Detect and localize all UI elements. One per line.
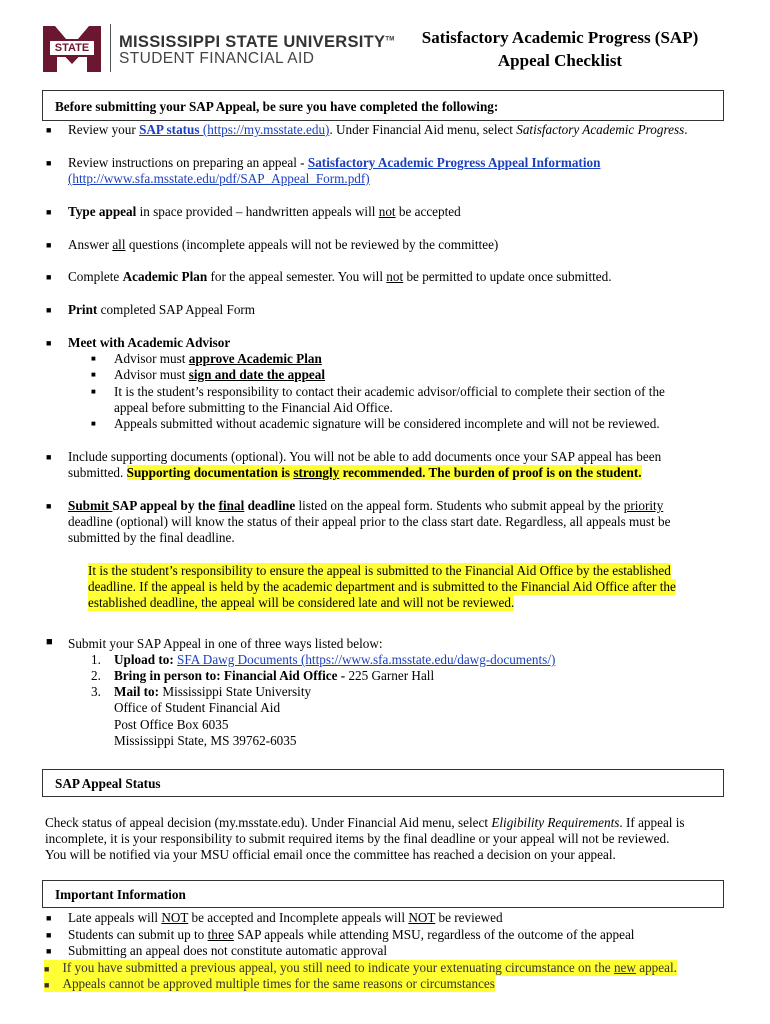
text: be reviewed (435, 910, 503, 925)
text: approve Academic Plan (188, 351, 322, 366)
checklist-item-review-instructions (68, 155, 600, 171)
text: completed SAP Appeal Form (97, 302, 256, 317)
tm-mark: TM (385, 36, 395, 43)
checklist-item-answer-all (68, 237, 498, 253)
submit-way-upload (114, 652, 555, 668)
mail-address-line3: Post Office Box 6035 (114, 717, 229, 732)
text: priority (623, 498, 664, 513)
bullet-icon: ■ (44, 964, 50, 974)
text: three (207, 927, 234, 942)
text: appeal. (635, 960, 677, 975)
text: . (684, 122, 688, 137)
text: Eligibility Requirements (491, 815, 620, 830)
important-multiple-times-highlight (44, 976, 495, 992)
text: Review instructions on preparing an appeal - (68, 155, 308, 170)
submit-deadline-line1 (68, 498, 663, 514)
checklist-item-academic-plan (68, 269, 612, 285)
sub-bullet-icon: ■ (91, 387, 96, 396)
text: Supporting documentation is (126, 465, 294, 480)
supporting-docs-line1: Include supporting documents (optional). You will not be able to add documents once your SAP appeal has been (68, 449, 662, 464)
important-late-appeals (68, 910, 503, 926)
text: all (112, 237, 126, 252)
bullet-icon: ■ (46, 636, 53, 648)
sap-appeal-info-link[interactable]: Satisfactory Academic Progress Appeal Information (307, 155, 601, 170)
bullet-icon: ■ (46, 125, 52, 135)
status-line1 (45, 815, 685, 831)
status-line3: You will be notified via your MSU official email once the committee has reached a decision on your appeal. (45, 847, 616, 862)
text: . If appeal is (619, 815, 685, 830)
bullet-icon: ■ (46, 305, 52, 315)
bullet-icon: ■ (46, 272, 52, 282)
text: Academic Plan (122, 269, 208, 284)
url-link[interactable]: (http://www.sfa.msstate.edu/pdf/SAP_Appeal_Form.pdf) (68, 171, 370, 186)
bullet-icon: ■ (46, 158, 52, 168)
bullet-icon: ■ (46, 207, 52, 217)
bullet-icon: ■ (46, 501, 52, 511)
msu-logo (41, 24, 103, 74)
dawg-documents-link[interactable]: SFA Dawg Documents (https://www.sfa.msstate.edu/dawg-documents/) (177, 652, 556, 667)
link-url: (https://my.msstate.edu) (199, 122, 330, 137)
text: If you have submitted a previous appeal, you still need to indicate your extenuating circumstance on the (62, 960, 614, 975)
sap-status-link[interactable] (139, 122, 329, 137)
status-title: SAP Appeal Status (55, 776, 161, 791)
submit-deadline-line3: submitted by the final deadline. (68, 530, 235, 545)
no-signature-warning: Appeals submitted without academic signature will be considered incomplete and will not be reviewed. (114, 416, 660, 431)
checklist-item-type-appeal (68, 204, 461, 220)
text: Late appeals will (68, 910, 162, 925)
text: recommended. The burden of proof is on the student. (339, 465, 642, 480)
text: final (218, 498, 245, 513)
supporting-docs-highlight (127, 465, 642, 480)
text: 225 Garner Hall (348, 668, 435, 683)
mail-address-line2: Office of Student Financial Aid (114, 700, 281, 715)
submit-deadline-line2: deadline (optional) will know the status of their appeal prior to the class start date. Regardless, all appeals must be (68, 514, 671, 529)
text: Mail to: (114, 684, 163, 699)
sap-appeal-form-url[interactable] (68, 171, 370, 187)
submit-way-mail (114, 684, 311, 700)
bullet-icon: ■ (46, 452, 52, 462)
sub-bullet-icon: ■ (91, 354, 96, 363)
text: not (378, 204, 396, 219)
bullet-icon: ■ (46, 930, 52, 940)
text: sign and date the appeal (188, 367, 326, 382)
text: Print (68, 302, 98, 317)
text: Satisfactory Academic Progress (516, 122, 685, 137)
supporting-docs-line2 (68, 465, 642, 481)
text: Advisor must (114, 367, 189, 382)
bullet-icon: ■ (46, 338, 52, 348)
submit-ways-intro: Submit your SAP Appeal in one of three ways listed below: (68, 636, 383, 651)
text: Appeals cannot be approved multiple times for the same reasons or circumstances (62, 976, 495, 991)
logo-divider (110, 24, 111, 72)
bullet-icon: ■ (46, 913, 52, 923)
student-responsibility-line1: It is the student’s responsibility to contact their academic advisor/official to complete their section of the (114, 384, 665, 399)
link-text: SAP status (139, 122, 200, 137)
title-line-1: Satisfactory Academic Progress (SAP) (421, 28, 699, 47)
notice-line2: deadline. If the appeal is held by the academic department and is submitted to the Financial Aid Office after the (88, 579, 676, 594)
logo-state-text: STATE (54, 42, 90, 54)
text: strongly (293, 465, 340, 480)
checklist-item-review-status (68, 122, 688, 138)
important-previous-appeal-highlight (44, 960, 677, 976)
text: NOT (161, 910, 189, 925)
text: not (386, 269, 404, 284)
university-text: MISSISSIPPI STATE UNIVERSITY (119, 33, 386, 51)
text: submitted. (68, 465, 127, 480)
bullet-icon: ■ (46, 946, 52, 956)
text: Upload to: (114, 652, 178, 667)
important-no-auto-approval: Submitting an appeal does not constitute automatic approval (68, 943, 387, 958)
text: be accepted (395, 204, 461, 219)
text: Submit (68, 498, 113, 513)
sub-bullet-icon: ■ (91, 419, 96, 428)
text: SAP appeals while attending MSU, regardless of the outcome of the appeal (233, 927, 635, 942)
text: for the appeal semester. You will (207, 269, 387, 284)
submit-way-2-number: 2. (91, 668, 101, 683)
notice-line1: It is the student’s responsibility to ensure the appeal is submitted to the Financial Aid Office by the established (88, 563, 671, 578)
checklist-title: Before submitting your SAP Appeal, be sure you have completed the following: (55, 99, 499, 114)
text: in space provided – handwritten appeals will (136, 204, 379, 219)
sub-bullet-icon: ■ (91, 370, 96, 379)
text: Students can submit up to (68, 927, 208, 942)
text: Advisor must (114, 351, 189, 366)
text: NOT (408, 910, 436, 925)
text: listed on the appeal form. Students who submit appeal by the (295, 498, 624, 513)
text: deadline (244, 498, 296, 513)
advisor-sign-date (114, 367, 325, 383)
bullet-icon: ■ (44, 980, 50, 990)
text: Check status of appeal decision (my.msstate.edu). Under Financial Aid menu, select (45, 815, 492, 830)
text: Mississippi State University (162, 684, 312, 699)
mail-address-line4: Mississippi State, MS 39762-6035 (114, 733, 297, 748)
text: questions (incomplete appeals will not be reviewed by the committee) (125, 237, 499, 252)
bullet-icon: ■ (46, 240, 52, 250)
text: SAP appeal by the (112, 498, 219, 513)
checklist-item-print (68, 302, 255, 318)
text: Answer (68, 237, 113, 252)
text: be accepted and Incomplete appeals will (188, 910, 409, 925)
notice-line3: established deadline, the appeal will be considered late and will not be reviewed. (88, 595, 515, 610)
submit-way-3-number: 3. (91, 684, 101, 699)
text: Bring in person to: Financial Aid Office - (114, 668, 349, 683)
submit-way-in-person (114, 668, 434, 684)
page-title (410, 26, 710, 72)
text: be permitted to update once submitted. (403, 269, 612, 284)
student-responsibility-line2: appeal before submitting to the Financial Aid Office. (114, 400, 393, 415)
text: . Under Financial Aid menu, select (329, 122, 517, 137)
text: Complete (68, 269, 123, 284)
important-three-appeals (68, 927, 634, 943)
advisor-approve-plan (114, 351, 322, 367)
logo-department-name: STUDENT FINANCIAL AID (119, 50, 315, 67)
text: new (613, 960, 636, 975)
title-line-2: Appeal Checklist (497, 51, 623, 70)
text: Review your (68, 122, 140, 137)
checklist-item-meet-advisor: Meet with Academic Advisor (68, 335, 231, 350)
important-title: Important Information (55, 887, 186, 902)
status-line2: incomplete, it is your responsibility to submit required items by the final deadline or your appeal will not be reviewed. (45, 831, 670, 846)
text: Type appeal (68, 204, 137, 219)
submit-way-1-number: 1. (91, 652, 101, 667)
